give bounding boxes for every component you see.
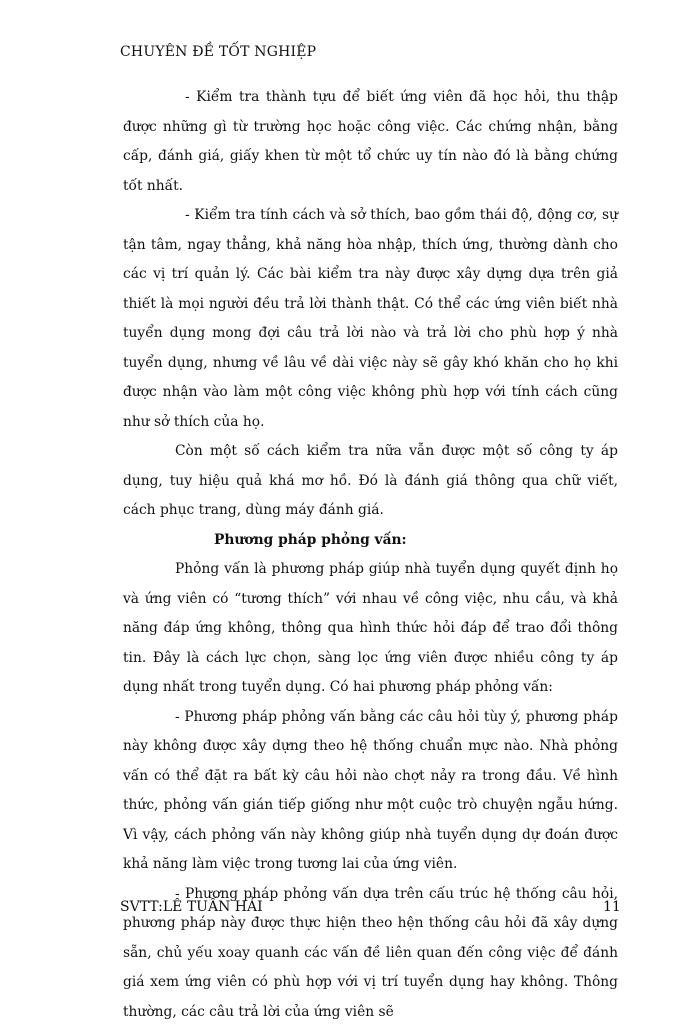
paragraph-personality-test: - Kiểm tra tính cách và sở thích, bao gồm thái độ, động cơ, sự tận tâm, ngay thẳng, khả năng hòa nhập, thích ứng, thường dành cho các vị trí quản lý. Các bài kiểm tra này được xây dựng dựa trên giả thiết là mọi người đều trả lời thành thật. Có thể các ứng viên biết nhà tuyển dụng mong đợi câu trả lời nào và trả lời cho phù hợp ý nhà tuyển dụng, nhưng về lâu về dài việc này sẽ gây khó khăn cho họ khi được nhận vào làm một công việc không phù hợp với tính cách cũng như sở thích của họ. [123, 201, 618, 437]
footer-author: SVTT:LÊ TUẤN HẢI [120, 899, 263, 915]
page-header-title: CHUYÊN ĐỀ TỐT NGHIỆP [120, 44, 316, 60]
paragraph-achievement-test: - Kiểm tra thành tựu để biết ứng viên đã học hỏi, thu thập được những gì từ trường học hoặc công việc. Các chứng nhận, bằng cấp, đánh giá, giấy khen từ một tổ chức uy tín nào đó là bằng chứng tốt nhất. [123, 83, 618, 201]
paragraph-interview-intro: Phỏng vấn là phương pháp giúp nhà tuyển dụng quyết định họ và ứng viên có “tương thích” với nhau về công việc, nhu cầu, và khả năng đáp ứng không, thông qua hình thức hỏi đáp để trao đổi thông tin. Đây là cách lực chọn, sàng lọc ứng viên được nhiều công ty áp dụng nhất trong tuyển dụng. Có hai phương pháp phỏng vấn: [123, 555, 618, 703]
page-number: 11 [603, 899, 621, 915]
paragraph-unstructured-interview: - Phương pháp phỏng vấn bằng các câu hỏi tùy ý, phương pháp này không được xây dựng theo hệ thống chuẩn mực nào. Nhà phỏng vấn có thể đặt ra bất kỳ câu hỏi nào chợt nảy ra trong đầu. Về hình thức, phỏng vấn gián tiếp giống như một cuộc trò chuyện ngẫu hứng. Vì vậy, cách phỏng vấn này không giúp nhà tuyển dụng dự đoán được khả năng làm việc trong tương lai của ứng viên. [123, 703, 618, 880]
section-heading-interview: Phương pháp phỏng vấn: [123, 526, 618, 556]
paragraph-other-tests: Còn một số cách kiểm tra nữa vẫn được một số công ty áp dụng, tuy hiệu quả khá mơ hồ. Đó là đánh giá thông qua chữ viết, cách phục trang, dùng máy đánh giá. [123, 437, 618, 526]
paragraph-structured-interview: - Phương pháp phỏng vấn dựa trên cấu trúc hệ thống câu hỏi, phương pháp này được thực hiện theo hện thống câu hỏi đã xây dựng sẵn, chủ yếu xoay quanh các vấn đề liên quan đến công việc để đánh giá xem ứng viên có phù hợp với vị trí tuyển dụng hay không. Thông thường, các câu trả lời của ứng viên sẽ [123, 880, 618, 1027]
document-body [123, 83, 618, 1027]
